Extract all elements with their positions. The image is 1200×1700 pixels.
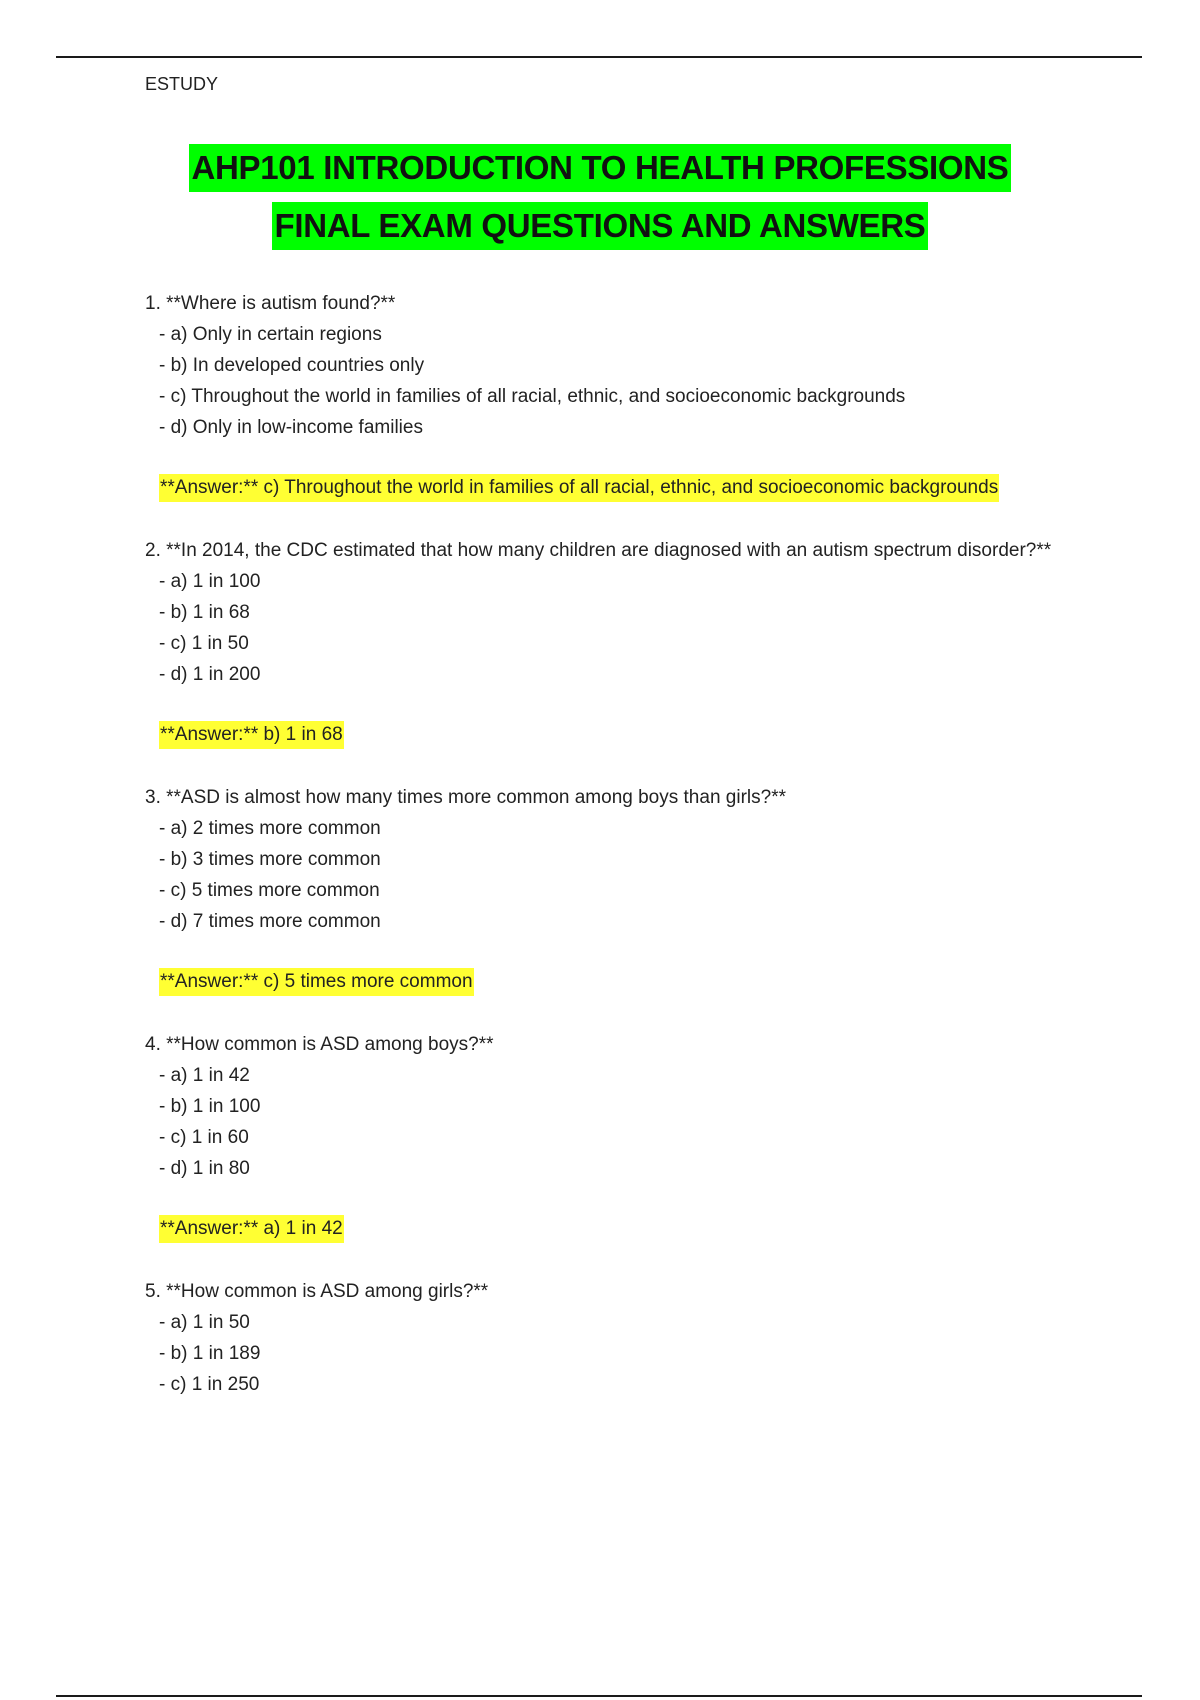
question-2 xyxy=(145,536,1095,752)
question-5 xyxy=(145,1277,1095,1400)
option-list xyxy=(159,1307,1095,1400)
bottom-rule xyxy=(56,1695,1142,1697)
document-title xyxy=(0,144,1200,260)
option-item: - a) 1 in 100 xyxy=(159,571,261,592)
option-item: - c) 5 times more common xyxy=(159,880,380,901)
question-1 xyxy=(145,289,1095,505)
question-text: 4. **How common is ASD among boys?** xyxy=(145,1034,494,1055)
option-item: - b) 1 in 189 xyxy=(159,1343,261,1364)
question-3 xyxy=(145,783,1095,999)
option-item: - d) Only in low-income families xyxy=(159,417,423,438)
question-text: 2. **In 2014, the CDC estimated that how many children are diagnosed with an autism spectrum disorder?** xyxy=(145,540,1052,561)
option-item: - c) 1 in 60 xyxy=(159,1127,249,1148)
top-rule xyxy=(56,56,1142,58)
option-item: - a) Only in certain regions xyxy=(159,324,382,345)
answer-highlight: **Answer:** c) Throughout the world in families of all racial, ethnic, and socioeconomic backgrounds xyxy=(159,474,999,502)
option-item: - a) 1 in 42 xyxy=(159,1065,250,1086)
page-header: ESTUDY xyxy=(145,74,219,94)
title-line-2: FINAL EXAM QUESTIONS AND ANSWERS xyxy=(272,202,927,250)
option-list xyxy=(159,566,1095,690)
question-text: 3. **ASD is almost how many times more common among boys than girls?** xyxy=(145,787,786,808)
option-item: - c) Throughout the world in families of all racial, ethnic, and socioeconomic backgrounds xyxy=(159,386,906,407)
answer-highlight: **Answer:** b) 1 in 68 xyxy=(159,721,344,749)
option-item: - c) 1 in 50 xyxy=(159,633,249,654)
option-list xyxy=(159,319,1095,443)
option-item: - c) 1 in 250 xyxy=(159,1374,260,1395)
option-item: - d) 7 times more common xyxy=(159,911,381,932)
question-4 xyxy=(145,1030,1095,1246)
option-item: - b) 3 times more common xyxy=(159,849,381,870)
answer-highlight: **Answer:** c) 5 times more common xyxy=(159,968,474,996)
question-list xyxy=(145,289,1095,1400)
option-item: - b) 1 in 68 xyxy=(159,602,250,623)
option-item: - a) 1 in 50 xyxy=(159,1312,250,1333)
option-item: - b) In developed countries only xyxy=(159,355,425,376)
option-item: - b) 1 in 100 xyxy=(159,1096,261,1117)
option-list xyxy=(159,813,1095,937)
title-line-1: AHP101 INTRODUCTION TO HEALTH PROFESSIONS xyxy=(189,144,1010,192)
option-list xyxy=(159,1060,1095,1184)
option-item: - d) 1 in 80 xyxy=(159,1158,250,1179)
question-text: 5. **How common is ASD among girls?** xyxy=(145,1281,489,1302)
question-text: 1. **Where is autism found?** xyxy=(145,293,396,314)
option-item: - d) 1 in 200 xyxy=(159,664,261,685)
answer-highlight: **Answer:** a) 1 in 42 xyxy=(159,1215,344,1243)
option-item: - a) 2 times more common xyxy=(159,818,381,839)
